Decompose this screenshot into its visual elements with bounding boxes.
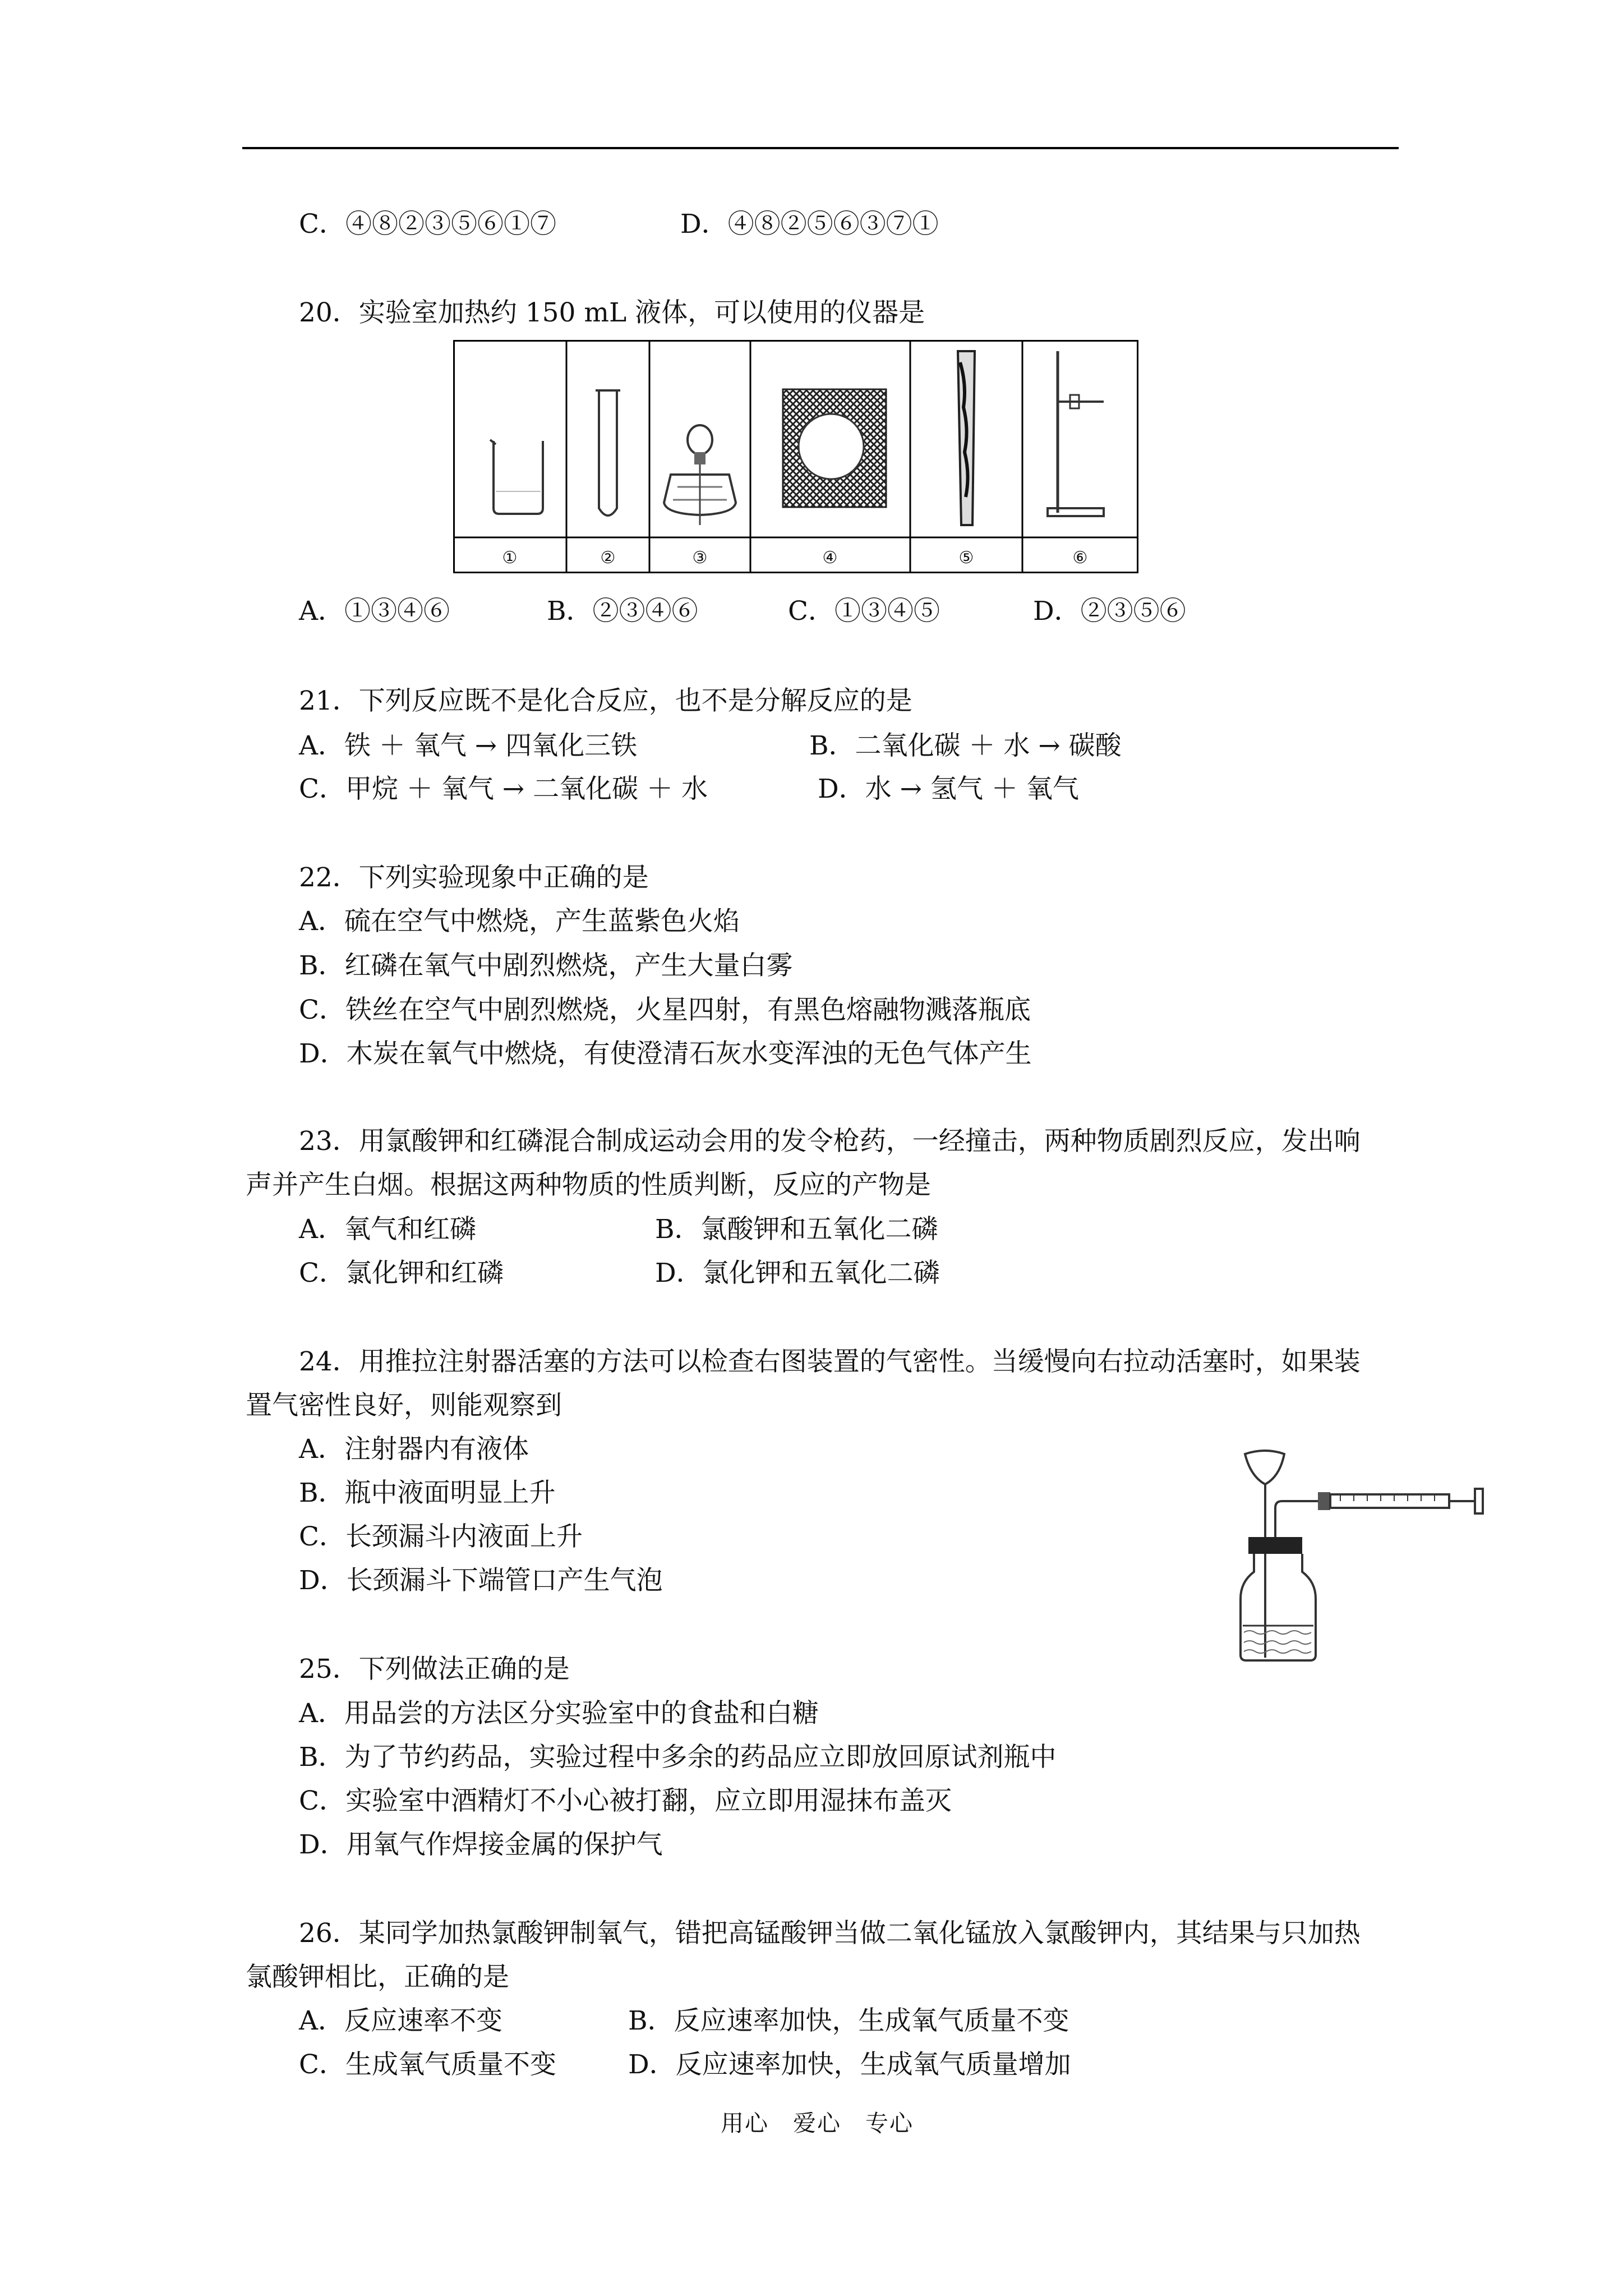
q26-stem-line2: 氯酸钾相比，正确的是 xyxy=(246,1962,509,1993)
q26-option-a: A．反应速率不变 xyxy=(299,2005,502,2036)
q20-stem: 20．实验室加热约 150 mL 液体，可以使用的仪器是 xyxy=(299,297,925,328)
apparatus-label-1: ① xyxy=(502,548,518,568)
q23-option-d: D．氯化钾和五氧化二磷 xyxy=(655,1258,940,1289)
q21-option-c: C．甲烷 ＋ 氧气 → 二氧化碳 ＋ 水 xyxy=(299,774,708,804)
q26-stem-line1: 26．某同学加热氯酸钾制氧气，错把高锰酸钾当做二氧化锰放入氯酸钾内，其结果与只加热 xyxy=(299,1918,1361,1949)
q23-option-c: C．氯化钾和红磷 xyxy=(299,1258,504,1289)
apparatus-figure xyxy=(453,340,1138,573)
wire-gauze-icon xyxy=(783,389,886,507)
q24-stem-line2: 置气密性良好，则能观察到 xyxy=(246,1390,562,1421)
apparatus-label-2: ② xyxy=(600,548,616,568)
q20-option-c: C．①③④⑤ xyxy=(788,596,940,627)
q21-option-d: D．水 → 氢气 ＋ 氧气 xyxy=(818,774,1079,804)
q19-option-d: D．④⑧②⑤⑥③⑦① xyxy=(680,209,939,240)
q22-option-a: A．硫在空气中燃烧，产生蓝紫色火焰 xyxy=(299,906,740,937)
header-rule xyxy=(242,147,1399,149)
q24-stem-line1: 24．用推拉注射器活塞的方法可以检查右图装置的气密性。当缓慢向右拉动活塞时，如果装 xyxy=(299,1346,1361,1377)
q25-option-a: A．用品尝的方法区分实验室中的食盐和白糖 xyxy=(299,1698,819,1729)
apparatus-label-5: ⑤ xyxy=(958,548,974,568)
q20-option-b: B．②③④⑥ xyxy=(547,596,698,627)
q21-stem: 21．下列反应既不是化合反应，也不是分解反应的是 xyxy=(299,685,912,716)
apparatus-label-4: ④ xyxy=(822,548,838,568)
q22-stem: 22．下列实验现象中正确的是 xyxy=(299,862,649,893)
q24-option-d: D．长颈漏斗下端管口产生气泡 xyxy=(299,1565,663,1596)
apparatus-label-3: ③ xyxy=(692,548,708,568)
q25-option-c: C．实验室中酒精灯不小心被打翻，应立即用湿抹布盖灭 xyxy=(299,1786,952,1816)
bottle-icon xyxy=(1241,1554,1316,1660)
syringe-icon xyxy=(1318,1489,1483,1513)
q20-option-a: A．①③④⑥ xyxy=(299,596,450,627)
q26-option-d: D．反应速率加快，生成氧气质量增加 xyxy=(628,2049,1071,2080)
long-neck-funnel-icon xyxy=(1245,1451,1284,1658)
q24-option-b: B．瓶中液面明显上升 xyxy=(299,1478,556,1508)
q26-option-c: C．生成氧气质量不变 xyxy=(299,2049,556,2080)
q22-option-c: C．铁丝在空气中剧烈燃烧，火星四射，有黑色熔融物溅落瓶底 xyxy=(299,995,1031,1025)
q24-option-a: A．注射器内有液体 xyxy=(299,1434,529,1465)
q21-option-a: A．铁 ＋ 氧气 → 四氧化三铁 xyxy=(299,730,638,761)
q22-option-b: B．红磷在氧气中剧烈燃烧，产生大量白雾 xyxy=(299,950,793,981)
apparatus-label-6: ⑥ xyxy=(1072,548,1088,568)
q19-option-c: C．④⑧②③⑤⑥①⑦ xyxy=(299,209,556,240)
page-footer: 用心 爱心 专心 xyxy=(721,2110,914,2137)
q23-stem-line2: 声并产生白烟。根据这两种物质的性质判断，反应的产物是 xyxy=(246,1170,931,1200)
q23-option-a: A．氧气和红磷 xyxy=(299,1214,476,1245)
q21-option-b: B．二氧化碳 ＋ 水 → 碳酸 xyxy=(809,730,1122,761)
q25-option-b: B．为了节约药品，实验过程中多余的药品应立即放回原试剂瓶中 xyxy=(299,1742,1057,1773)
rubber-stopper xyxy=(1248,1537,1302,1554)
q25-stem: 25．下列做法正确的是 xyxy=(299,1654,570,1685)
q22-option-d: D．木炭在氧气中燃烧，有使澄清石灰水变浑浊的无色气体产生 xyxy=(299,1038,1032,1069)
q25-option-d: D．用氧气作焊接金属的保护气 xyxy=(299,1829,663,1860)
q24-option-c: C．长颈漏斗内液面上升 xyxy=(299,1521,583,1552)
q23-option-b: B．氯酸钾和五氧化二磷 xyxy=(655,1214,938,1245)
q23-stem-line1: 23．用氯酸钾和红磷混合制成运动会用的发令枪药，一经撞击，两种物质剧烈反应，发出响 xyxy=(299,1126,1361,1157)
test-tube-brush-icon xyxy=(958,351,975,525)
q20-option-d: D．②③⑤⑥ xyxy=(1033,596,1186,627)
airtightness-apparatus-figure xyxy=(1228,1447,1492,1672)
q26-option-b: B．反应速率加快，生成氧气质量不变 xyxy=(628,2005,1069,2036)
